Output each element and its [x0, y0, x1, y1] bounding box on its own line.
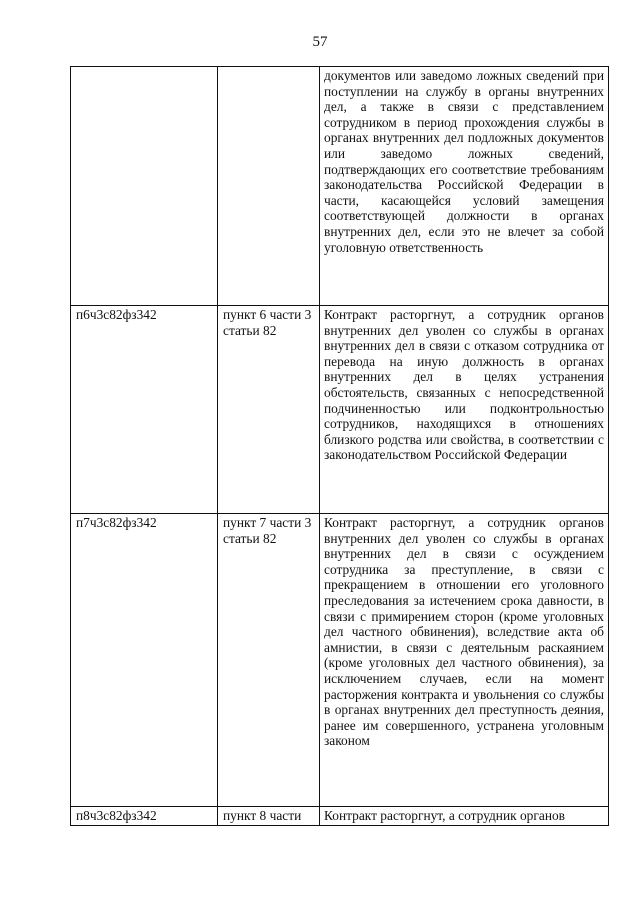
legal-reference-cell: пункт 8 части — [218, 807, 320, 826]
legal-reference-cell: пункт 7 части 3 статьи 82 — [218, 514, 320, 807]
article-code-cell — [71, 67, 218, 306]
description-cell: Контракт расторгнут, а сотрудник органов — [320, 807, 609, 826]
table-row-p7 — [71, 514, 609, 807]
page-number: 57 — [312, 34, 328, 50]
description-cell: Контракт расторгнут, а сотрудник органов внутренних дел уволен со службы в органах внутренних дел в связи с осуждением сотрудника за преступление, в связи с прекращением в отношении его уголовного преследования за истечением срока давности, в связи с примирением сторон (кроме уголовных дел частного обвинения), вследствие акта об амнистии, в связи с деятельным раскаянием (кроме уголовных дел частного обвинения), за исключением случаев, если на момент расторжения контракта и увольнения со службы в органах внутренних дел преступность деяния, ранее им совершенного, устранена уголовным законом — [320, 514, 609, 807]
legal-reference-cell: пункт 6 части 3 статьи 82 — [218, 306, 320, 514]
article-code-cell: п8ч3с82фз342 — [71, 807, 218, 826]
article-code-cell: п6ч3с82фз342 — [71, 306, 218, 514]
legal-reference-cell — [218, 67, 320, 306]
article-code-cell: п7ч3с82фз342 — [71, 514, 218, 807]
description-cell: документов или заведомо ложных сведений при поступлении на службу в органы внутренних дел, а также в связи с представлением сотрудником в период прохождения службы в органах внутренних дел подложных документов или заведомо ложных сведений, подтверждающих его соответствие требованиям законодательства Российской Федерации в части, касающейся условий замещения соответствующей должности в органах внутренних дел, если это не влечет за собой уголовную ответственность — [320, 67, 609, 306]
document-table — [70, 66, 609, 826]
table-row-p8 — [71, 807, 609, 826]
table-row-continuation — [71, 67, 609, 306]
description-cell: Контракт расторгнут, а сотрудник органов внутренних дел уволен со службы в органах внутренних дел в связи с отказом сотрудника от перевода на иную должность в органах внутренних дел в целях устранения обстоятельств, связанных с непосредственной подчиненностью или подконтрольностью сотрудников, находящихся в отношениях близкого родства или свойства, в соответствии с законодательством Российской Федерации — [320, 306, 609, 514]
table-row-p6 — [71, 306, 609, 514]
